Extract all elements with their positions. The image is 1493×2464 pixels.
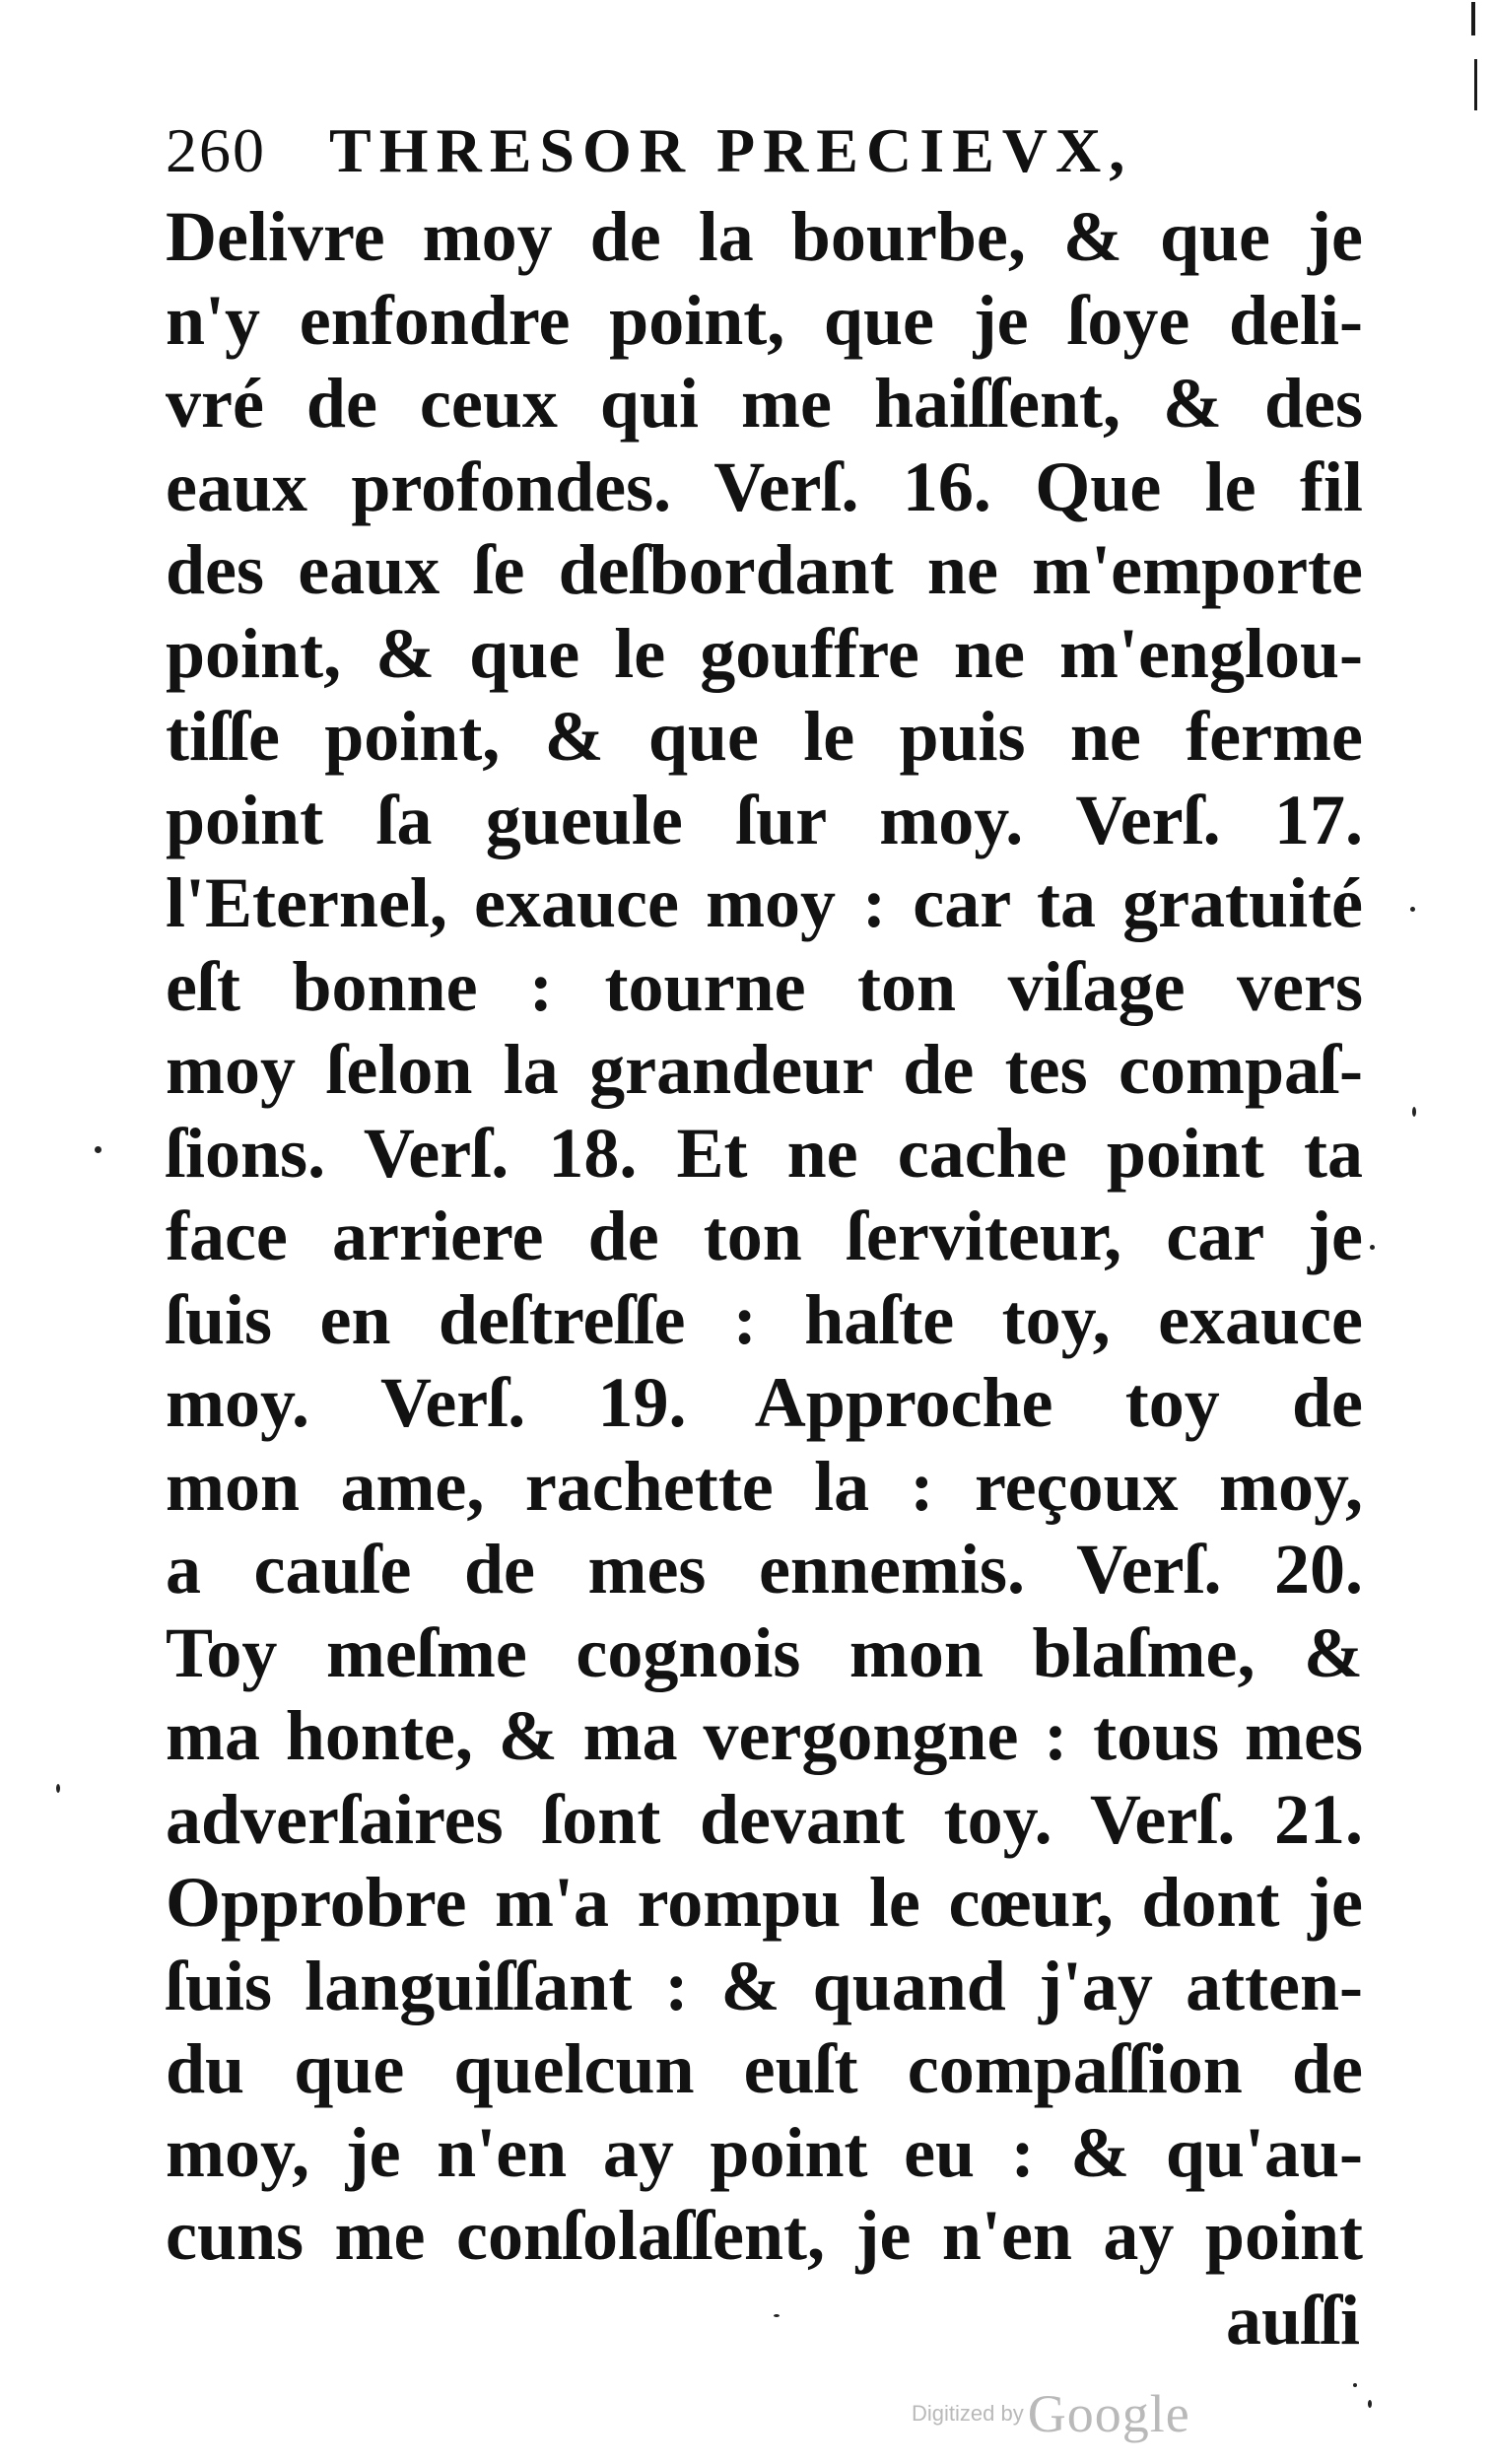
text-line: cuns me conſolaſſent, je n'en ay point <box>166 2196 1363 2275</box>
ink-speck <box>774 2314 780 2317</box>
text-line: des eaux ſe deſbordant ne m'emporte <box>166 530 1363 609</box>
text-line: vré de ceux qui me haiſſent, & des <box>166 364 1363 443</box>
text-line: l'Eternel, exauce moy : car ta gratuité <box>166 863 1363 942</box>
ink-speck <box>1353 2383 1357 2387</box>
text-line: Toy meſme cognois mon blaſme, & <box>166 1612 1363 1692</box>
digitization-watermark <box>912 2383 1247 2442</box>
ink-speck <box>95 1146 102 1153</box>
ink-speck <box>1368 2400 1372 2408</box>
ink-speck <box>1410 907 1415 912</box>
catchword: auſſi <box>1225 2281 1360 2360</box>
text-line: moy ſelon la grandeur de tes compaſ- <box>166 1030 1363 1109</box>
text-line: face arriere de ton ſerviteur, car je <box>166 1197 1363 1275</box>
watermark-brand: Google <box>1027 2384 1190 2443</box>
text-line: ma honte, & ma vergongne : tous mes <box>166 1696 1363 1775</box>
text-line: moy, je n'en ay point eu : & qu'au- <box>166 2112 1363 2192</box>
page-edge-mark <box>1474 59 1477 110</box>
text-line: ſuis en deſtreſſe : haſte toy, exauce <box>166 1279 1363 1359</box>
ink-speck <box>1370 1245 1375 1250</box>
text-line: Delivre moy de la bourbe, & que je <box>166 197 1363 276</box>
ink-speck <box>1412 1107 1416 1117</box>
watermark-prefix: Digitized by <box>912 2401 1024 2426</box>
page-header <box>166 106 1378 195</box>
text-line: Opprobre m'a rompu le cœur, dont je <box>166 1863 1363 1942</box>
body-text <box>166 195 1363 2278</box>
text-line: tiſſe point, & que le puis ne ferme <box>166 697 1363 776</box>
text-line: eaux profondes. Verſ. 16. Que le fil <box>166 446 1363 526</box>
text-line: adverſaires ſont devant toy. Verſ. 21. <box>166 1779 1363 1859</box>
text-line: ſuis languiſſant : & quand j'ay atten- <box>166 1946 1363 2025</box>
text-line: n'y enfondre point, que je ſoye deli- <box>166 280 1363 360</box>
text-line: point ſa gueule ſur moy. Verſ. 17. <box>166 780 1363 859</box>
text-line: mon ame, rachette la : reçoux moy, <box>166 1446 1363 1526</box>
text-line: du que quelcun euſt compaſſion de <box>166 2029 1363 2108</box>
text-line: a cauſe de mes ennemis. Verſ. 20. <box>166 1530 1363 1608</box>
text-line: moy. Verſ. 19. Approche toy de <box>166 1363 1363 1442</box>
page-number: 260 <box>166 115 266 185</box>
page-edge-mark <box>1471 2 1475 35</box>
running-title: THRESOR PRECIEVX, <box>329 115 1133 185</box>
ink-speck <box>56 1784 60 1793</box>
text-line: ſions. Verſ. 18. Et ne cache point ta <box>166 1113 1363 1193</box>
text-line: point, & que le gouffre ne m'englou- <box>166 613 1363 693</box>
text-line: eſt bonne : tourne ton viſage vers <box>166 946 1363 1026</box>
